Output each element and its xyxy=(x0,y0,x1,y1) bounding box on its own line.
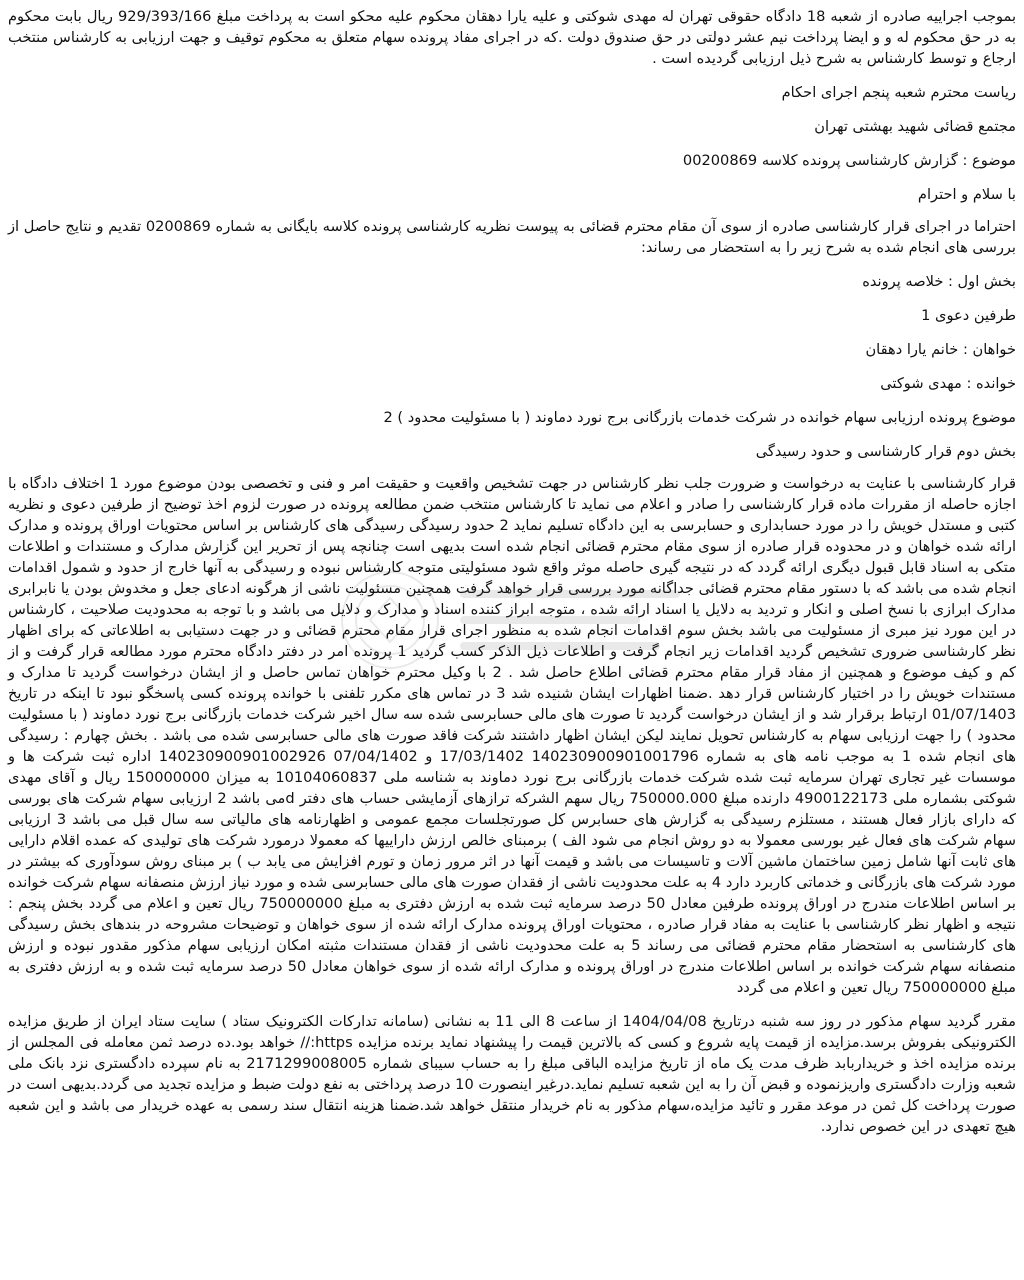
defendant-line: خوانده : مهدی شوکتی xyxy=(880,375,1016,392)
auction-paragraph: مقرر گردید سهام مذکور در روز سه شنبه درتاریخ 1404/04/08 از ساعت 8 الی 11 به نشانی (سامانه تدارکات الکترونیک ستاد ) سایت ستاد ایران از طریق مزایده الکترونیکی بفروش برسد.مزایده از قیمت پایه شروع و کسی که بالاترین قیمت را پیشنهاد نماید برنده مزایده https:// خواهد بود.ده درصد ثمن معامله فی المجلس از برنده مزایده اخذ و خریداربابد ظرف مدت یک ماه از تاریخ مزایده الباقی مبلغ را به حساب سیبای شماره 2171299008005 به نام سپرده دادگستری نزد بانک ملی شعبه وزارت دادگستری واریزنموده و قبض آن را به این شعبه تسلیم نماید.درغیر اینصورت 10 درصد پرداختی به نفع دولت ضبط و مزایده تجدید می گردد.بدیهی است در صورت پرداخت کل ثمن در موعد مقرر و تائید مزایده،سهام مذکور به نام خریدار منتقل خواهد شد.ضمنا هزینه انتقال سند رسمی به عهده خریدار می باشد و این شعبه هیچ تعهدی در این خصوص ندارد. xyxy=(8,1013,1017,1135)
intro-paragraph: بموجب اجراییه صادره از شعبه 18 دادگاه حقوقی تهران له مهدی شوکتی و علیه یارا دهقان محکوم علیه محکو است به پرداخت مبلغ 929/393/166 ریال بابت محکوم به در حق محکوم له و و ایضا پرداخت نیم عشر دولتی در حق صندوق دولت .که در اجرای مفاد پرونده سهام متعلق به محکوم توقیف و جهت ارزیابی به کارشناس منتخب ارجاع و توسط کارشناس به شرح ذیل ارزیابی گردیده است . xyxy=(8,8,1017,67)
plaintiff-line: خواهان : خانم یارا دهقان xyxy=(865,341,1016,358)
case-subject-line: موضوع پرونده ارزیابی سهام خوانده در شرکت خدمات بازرگانی برج نورد دماوند ( با مسئولیت محدود ) 2 xyxy=(383,409,1016,426)
report-body-paragraph: قرار کارشناسی با عنایت به درخواست و ضرورت جلب نظر کارشناس در جهت تشخیص واقعیت و حقیقت امر و فنی و تخصصی بودن موضوع مورد 1 اختلاف دادگاه با اجازه حاصله از مقررات ماده قرار کارشناسی را صادر و اعلام می نماید تا کارشناس منتخب ضمن مطالعه پرونده در صورت لزوم اخذ توضیح از طرفین دعوی و نظریه کتبی و مستدل خویش را در مورد حسابداری و حسابرسی به این دادگاه تسلیم نماید 2 حدود رسیدگی رسیدگی های کارشناس بر اساس محتویات اوراق پرونده و مدارک ارائه شده خواهان و در محدوده قرار صادره از سوی مقام محترم قضائی انجام شده است بدیهی است چنانچه پس از تحریر این گزارش مدارک و مستندات و اطلاعات متکی به اسناد قابل قبول دیگری ارائه گردد که در نتیجه گیری حاصله موثر واقع شود مسئولیتی متوجه کارشناس نبوده و رسیدگی به آنها خارج از حدود و شمول اقدامات انجام شده می باشد که با دستور مقام محترم قضائی جداگانه مورد بررسی قرار خواهد گرفت همچنین مسئولیت ناشی از هرگونه ادعای جعل و مخدوش بودن یا نابرابری مدارک ابرازی با نسخ اصلی و انکار و تردید به دلایل یا اسناد ارائه شده ، متوجه ابراز کننده اسناد و مدارک و دلایل می باشد و با توجه به محدودیت صلاحیت ، کارشناس در این مورد نیز مبری از مسئولیت می باشد بخش سوم اقدامات انجام شده به منظور اجرای قرار مقام محترم قضائی و در جهت دستیابی به اطلاعاتی که برای اظهار نظر کارشناسی ضروری تشخیص گردید اقدامات زیر انجام گرفت و اطلاعات ذیل الذکر کسب گردید 1 پرونده امر در دفتر دادگاه محترم مورد مطالعه قرار گرفت و از کم و کیف موضوع و همچنین از مفاد قرار مقام محترم قضائی اطلاع حاصل شد . 2 با وکیل محترم خواهان تماس حاصل و از ایشان درخواست گردید تا مدارک و مستندات خویش را در اختیار کارشناس قرار دهد .ضمنا اظهارات ایشان شنیده شد 3 در تماس های مکرر تلفنی با خوانده پرونده کسی پاسخگو نبود تا اینکه در تاریخ 01/07/1403 ارتباط برقرار شد و از ایشان درخواست گردید تا صورت های مالی حسابرسی شده سه سال اخیر شرکت خدمات بازرگانی برج نورد دماوند ( با مسئولیت محدود ) را جهت ارزیابی سهام به کارشناس تحویل نمایند لیکن ایشان اظهار داشتند شرکت فاقد صورت های مالی حسابرسی شده می باشد . بخش چهارم : رسیدگی های انجام شده 1 به موجب نامه های به شماره 140230900901001796 17/03/1402 و 07/04/1402 140230900901002926 اداره ثبت شرکت ها و موسسات غیر تجاری تهران سرمایه ثبت شده شرکت خدمات بازرگانی برج نورد دماوند به شناسه ملی 10104060837 به میزان 150000000 ریال و آقای مهدی شوکتی بشماره ملی 4900122173 دارنده مبلغ 750000.000 ریال سهم الشرکه ترازهای آزمایشی حساب های دفتر dمی باشد 2 ارزیابی سهام شرکت های بورسی که دارای بازار فعال هستند ، مستلزم رسیدگی به گزارش های حسابرس کل صورتجلسات مجمع عمومی و اظهارنامه های مالیاتی سه سال قبل می باشد 3 ارزیابی سهام شرکت های فعال غیر بورسی معمولا به دو روش انجام می شود الف ) برمبنای خالص ارزش داراییها که معمولا درمورد شرکت های تولیدی که عمده اقلام دارایی های ثابت آنها شامل زمین ساختمان ماشین آلات و تاسیسات می باشد و قیمت آنها در اثر مرور زمان و تورم افزایش می یابد ب ) بر مبنای روش سودآوری که بیشتر در مورد شرکت های بازرگانی و خدماتی کاربرد دارد 4 به علت محدودیت ناشی از فقدان صورت های مالی حسابرسی شده و مورد نیاز ارزش منصفانه سهام شرکت خوانده بر اساس اطلاعات مندرج در اوراق پرونده طرفین معادل 50 درصد سرمایه ثبت شده به ارزش دفتری به مبلغ 750000000 ریال تعین و اعلام می گردد بخش پنجم : نتیجه و اظهار نظر کارشناسی با عنایت به مفاد قرار صادره ، محتویات اوراق پرونده مدارک ارائه شده از سوی خواهان و توضیحات مشروحه در بندهای بخش رسیدگی های کارشناسی به استحضار مقام محترم قضائی می رساند 5 به علت محدودیت ناشی از فقدان مستندات مثبته امکان ارزیابی سهام مذکور مقدور نبوده و ارزش منصفانه سهام شرکت خوانده بر اساس اطلاعات مندرج در اوراق پرونده و مدارک ارائه شده از سوی خواهان معادل 50 درصد سرمایه ثبت شده و به ارزش دفتری به مبلغ 750000000 ریال تعین و اعلام می گردد xyxy=(8,475,1017,996)
addressee-line-1: ریاست محترم شعبه پنجم اجرای احکام xyxy=(781,84,1016,101)
addressee-line-2: مجتمع قضائی شهید بهشتی تهران xyxy=(814,118,1016,135)
opening-paragraph: احتراما در اجرای قرار کارشناسی صادره از سوی آن مقام محترم قضائی به پیوست نظریه کارشناسی پرونده کلاسه بایگانی به شماره 0200869 تقدیم و نتایج حاصل از بررسی های انجام شده به شرح زیر را به استحضار می رساند: xyxy=(8,218,1016,256)
subject-line: موضوع : گزارش کارشناسی پرونده کلاسه 00200869 xyxy=(682,152,1016,169)
section-1-heading: بخش اول : خلاصه پرونده xyxy=(862,273,1016,290)
section-2-heading: بخش دوم قرار کارشناسی و حدود رسیدگی xyxy=(755,443,1016,460)
greeting-line: با سلام و احترام xyxy=(917,186,1016,203)
parties-line: طرفین دعوی 1 xyxy=(921,307,1016,324)
